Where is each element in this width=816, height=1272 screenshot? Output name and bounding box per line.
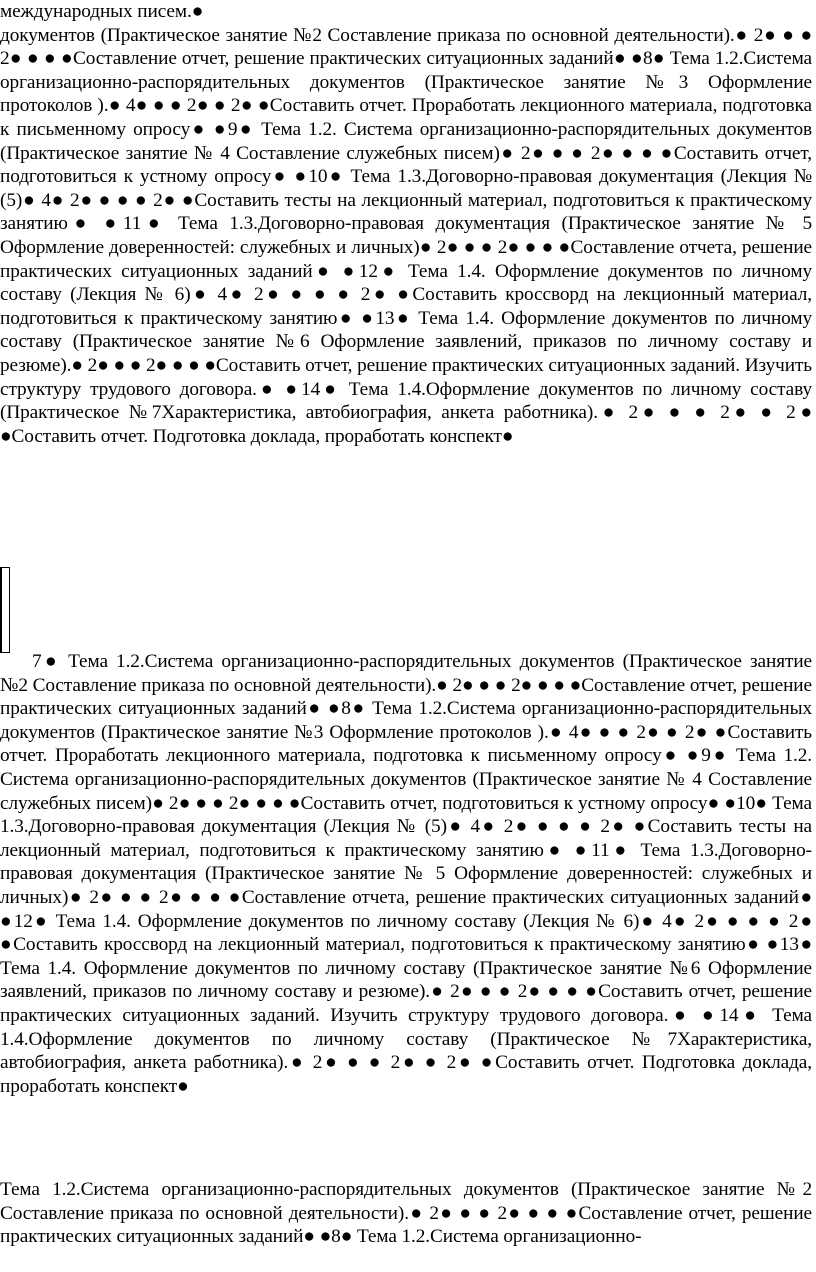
paragraph-schedule: документов (Практическое занятие №2 Составление приказа по основной деятельности).● 2● ● ● 2● ● ● ●Составление отчет, решение практических ситуационных заданий● ●8● Тема 1.2.Система организационно-распорядительных документов (Практическое занятие №3 Оформление протоколов ).● 4● ● ● 2● ● 2● ●Составить отчет. Проработать лекционного материала, подготовка к письменному опросу● ●9● Тема 1.2. Система организационно-распорядительных документов (Практическое занятие № 4 Составление служебных писем)● 2● ● ● 2● ● ● ●Составить отчет, подготовиться к устному опросу● ●10● Тема 1.3.Договорно-правовая документация (Лекция № (5)● 4● 2● ● ● ● 2● ●Составить тесты на лекционный материал, подготовиться к практическому занятию● ●11● Тема 1.3.Договорно-правовая документация (Практическое занятие № 5 Оформление доверенностей: служебных и личных)● 2● ● ● 2● ● ● ●Составление отчета, решение практических ситуационных заданий● ●12● Тема 1.4. Оформление документов по личному составу (Лекция № 6)● 4● 2● ● ● ● 2● ●Составить кроссворд на лекционный материал, подготовиться к практическому занятию● ●13● Тема 1.4. Оформление документов по личному составу (Практическое занятие №6 Оформление заявлений, приказов по личному составу и резюме).● 2● ● ● 2● ● ● ●Составить отчет, решение практических ситуационных заданий. Изучить структуру трудового договора.● ●14● Тема 1.4.Оформление документов по личному составу (Практическое №7Характеристика, автобиография, анкета работника).● 2● ● ● 2● ● 2● ●Составить отчет. Подготовка доклада, проработать конспект● [0,24,813,447]
paragraph-intro: международных писем.● [0,1,204,22]
paragraph-schedule-repeat: 7● Тема 1.2.Система организационно-распорядительных документов (Практическое занятие №2 Составление приказа по основной деятельности).● 2● ● ● 2● ● ● ●Составление отчет, решение практических ситуационных заданий● ●8● Тема 1.2.Система организационно-распорядительных документов (Практическое занятие №3 Оформление протоколов ).● 4● ● ● 2● ● 2● ●Составить отчет. Проработать лекционного материала, подготовка к письменному опросу● ●9● Тема 1.2. Система организационно-распорядительных документов (Практическое занятие № 4 Составление служебных писем)● 2● ● ● 2● ● ● ●Составить отчет, подготовиться к устному опросу● ●10● Тема 1.3.Договорно-правовая документация (Лекция № (5)● 4● 2● ● ● ● 2● ●Составить тесты на лекционный материал, подготовиться к практическому занятию● ●11● Тема 1.3.Договорно-правовая документация (Практическое занятие № 5 Оформление доверенностей: служебных и личных)● 2● ● ● 2● ● ● ●Составление отчета, решение практических ситуационных заданий● ●12● Тема 1.4. Оформление документов по личному составу (Лекция № 6)● 4● 2● ● ● ● 2● ●Составить кроссворд на лекционный материал, подготовиться к практическому занятию● ●13● Тема 1.4. Оформление документов по личному составу (Практическое занятие №6 Оформление заявлений, приказов по личному составу и резюме).● 2● ● ● 2● ● ● ●Составить отчет, решение практических ситуационных заданий. Изучить структуру трудового договора.● ●14● Тема 1.4.Оформление документов по личному составу (Практическое №7Характеристика, автобиография, анкета работника).● 2● ● ● 2● ● 2● ●Составить отчет. Подготовка доклада, проработать конспект● [0,651,812,1097]
empty-frame [0,567,10,653]
text-block-top [0,0,812,448]
paragraph-schedule-partial: Тема 1.2.Система организационно-распорядительных документов (Практическое занятие №2 Составление приказа по основной деятельности).● 2● ● ● 2● ● ● ●Составление отчет, решение практических ситуационных заданий● ●8● Тема 1.2.Система организационно- [0,1179,812,1248]
text-block-middle [0,650,812,1098]
text-block-bottom [0,1178,812,1249]
